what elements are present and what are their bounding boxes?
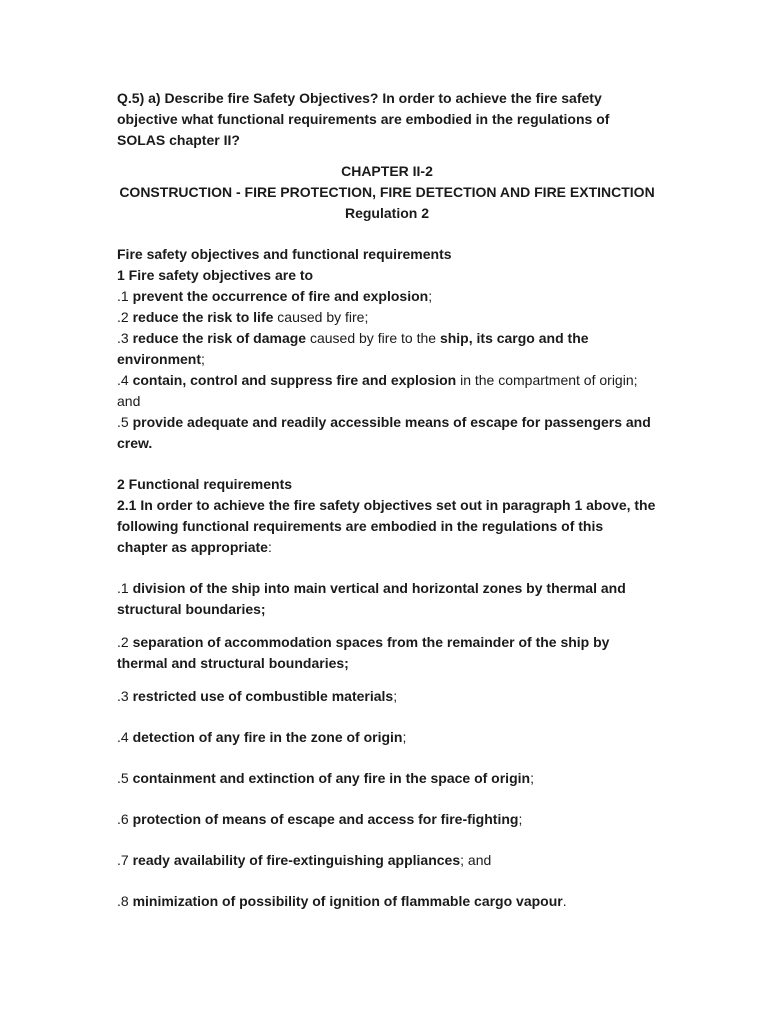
functional-item: .1 division of the ship into main vertical and horizontal zones by thermal and structural boundaries; bbox=[117, 580, 626, 617]
functional-item: .7 ready availability of fire-extinguishing appliances; and bbox=[117, 852, 492, 868]
functional-heading: 2 Functional requirements bbox=[117, 476, 293, 492]
objectives-intro: 1 Fire safety objectives are to bbox=[117, 267, 314, 283]
functional-item: .3 restricted use of combustible materials; bbox=[117, 688, 398, 704]
objectives-heading: Fire safety objectives and functional requirements bbox=[117, 246, 452, 262]
functional-item: .6 protection of means of escape and access for fire-fighting; bbox=[117, 811, 523, 827]
functional-item: .4 detection of any fire in the zone of origin; bbox=[117, 729, 407, 745]
chapter-number: CHAPTER II-2 bbox=[341, 163, 433, 179]
functional-item: .5 containment and extinction of any fire in the space of origin; bbox=[117, 770, 534, 786]
question-text: Q.5) a) Describe fire Safety Objectives? In order to achieve the fire safety objective what functional requirements are embodied in the regulations of SOLAS chapter II? bbox=[117, 90, 610, 148]
functional-item: .8 minimization of possibility of ignition of flammable cargo vapour. bbox=[117, 893, 567, 909]
functional-intro: 2.1 In order to achieve the fire safety objectives set out in paragraph 1 above, the following functional requirements are embodied in the regulations of this chapter as appropriate: bbox=[117, 497, 656, 555]
document-content bbox=[117, 88, 657, 912]
regulation-label: Regulation 2 bbox=[344, 205, 429, 221]
functional-item: .2 separation of accommodation spaces from the remainder of the ship by thermal and structural boundaries; bbox=[117, 634, 610, 671]
objective-item: .5 provide adequate and readily accessible means of escape for passengers and crew. bbox=[117, 414, 651, 451]
objective-item: .4 contain, control and suppress fire and explosion in the compartment of origin; and bbox=[117, 372, 638, 409]
objective-item: .2 reduce the risk to life caused by fire; bbox=[117, 309, 369, 325]
objective-item: .1 prevent the occurrence of fire and explosion; bbox=[117, 288, 433, 304]
objective-item: .3 reduce the risk of damage caused by fire to the ship, its cargo and the environment; bbox=[117, 330, 589, 367]
chapter-title: CONSTRUCTION - FIRE PROTECTION, FIRE DETECTION AND FIRE EXTINCTION bbox=[119, 184, 655, 200]
